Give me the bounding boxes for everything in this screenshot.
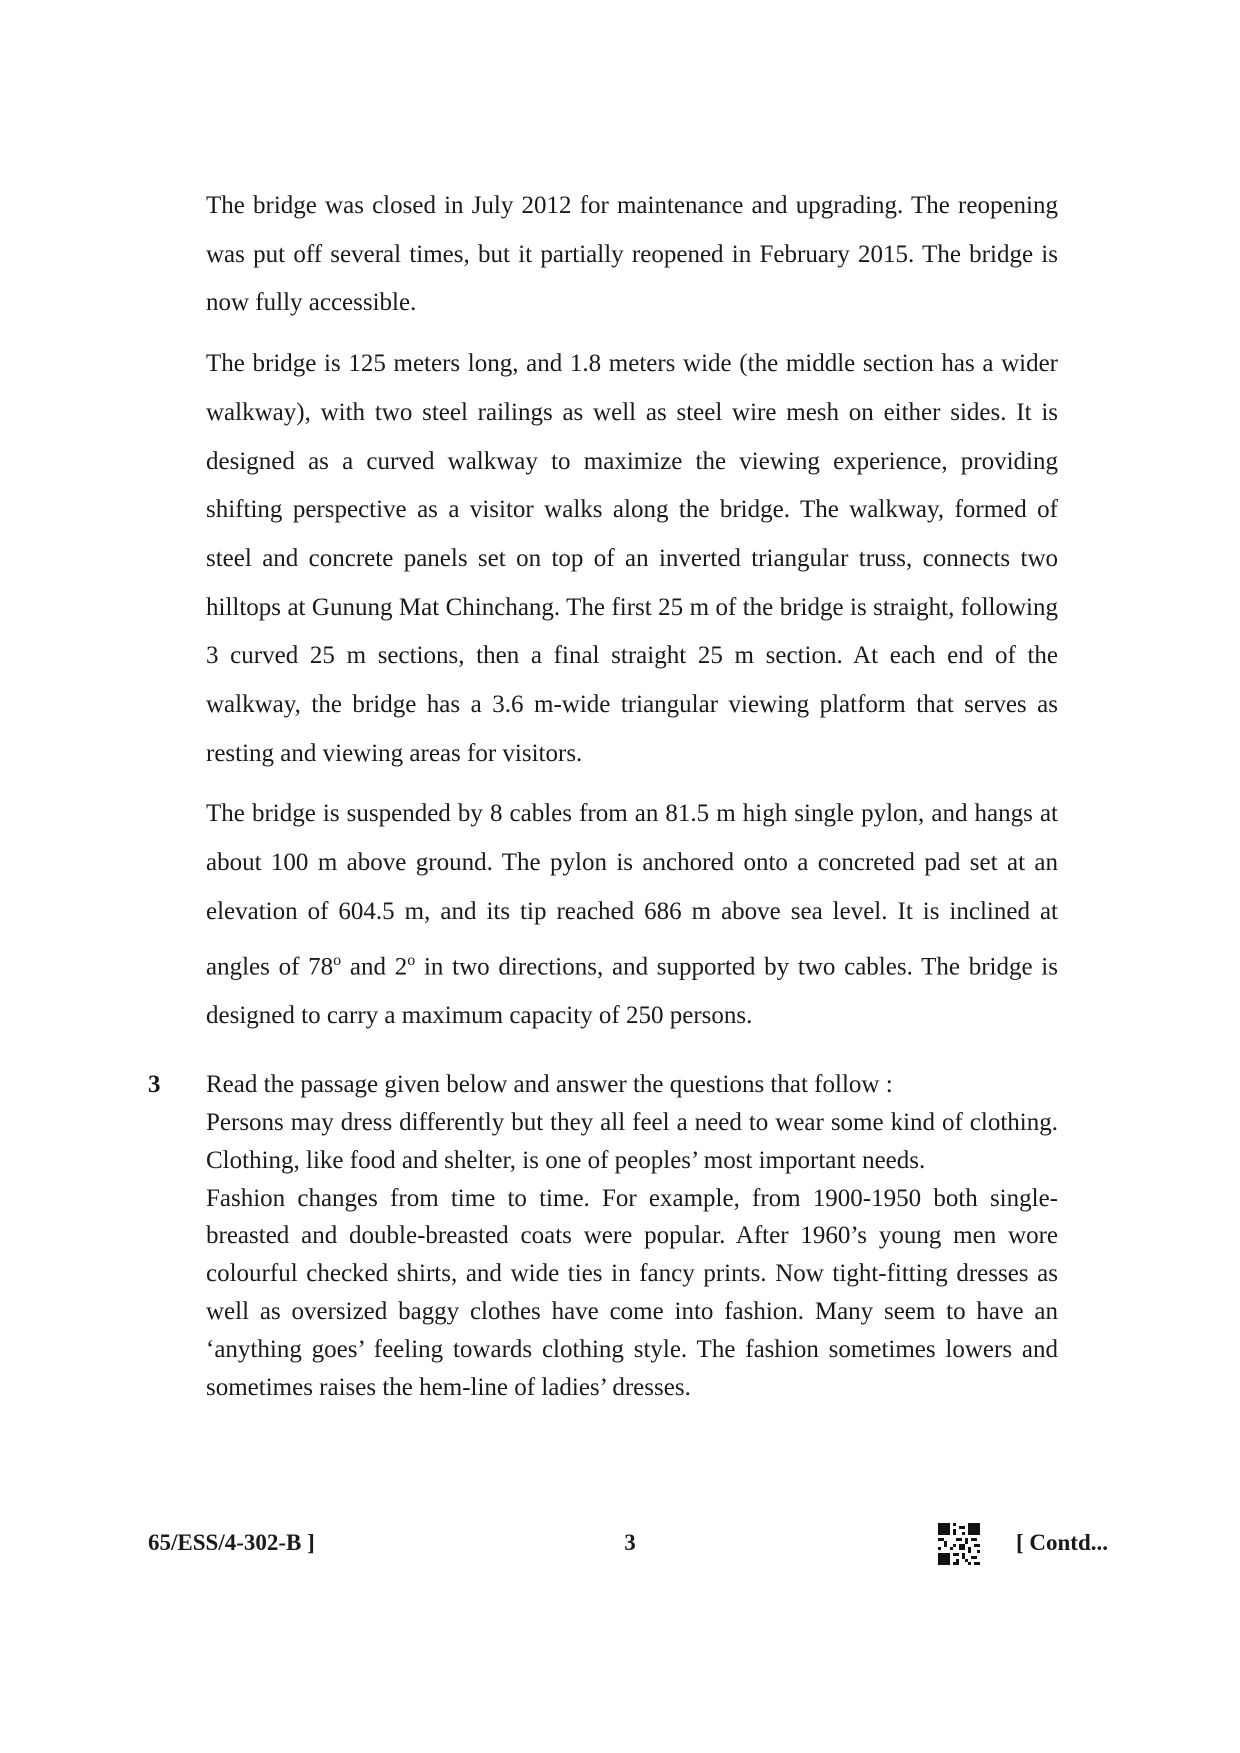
paragraph-3-text-end: in two directions, and supported by two cables. The bridge is designed to carry a maximum capacity of 250 persons. (206, 952, 1058, 1029)
qr-code-icon (938, 1523, 980, 1565)
continued-label: [ Contd... (1016, 1530, 1109, 1555)
question-body (206, 1066, 1058, 1406)
paragraph-3-text-start: The bridge is suspended by 8 cables from an 81.5 m high single pylon, and hangs at about 100 m above ground. The pylon is anchored onto a concreted pad set at an elevation of 604.5 m, and its tip reached 686 m above sea level. It is inclined at angles of (206, 800, 1058, 980)
question-paragraph-2: Fashion changes from time to time. For example, from 1900-1950 both single-breasted and double-breasted coats were popular. After 1960’s young men wore colourful checked shirts, and wide ties in fancy prints. Now tight-fitting dresses as well as oversized baggy clothes have come into fashion. Many seem to have an ‘anything goes’ feeling towards clothing style. The fashion sometimes lowers and sometimes raises the hem-line of ladies’ dresses. (206, 1184, 1058, 1401)
angle-2: 2 (394, 952, 408, 980)
question-number: 3 (148, 1071, 161, 1098)
question-3 (148, 1066, 1058, 1406)
question-prompt: Read the passage given below and answer the questions that follow : (206, 1071, 893, 1098)
passage-paragraph-3 (206, 790, 1058, 1040)
passage-paragraph-2: The bridge is 125 meters long, and 1.8 meters wide (the middle section has a wider walkway), with two steel railings as well as steel wire mesh on either sides. It is designed as a curved walkway to maximize the viewing experience, providing shifting perspective as a visitor walks along the bridge. The walkway, formed of steel and concrete panels set on top of an inverted triangular truss, connects two hilltops at Gunung Mat Chinchang. The first 25 m of the bridge is straight, following 3 curved 25 m sections, then a final straight 25 m section. At each end of the walkway, the bridge has a 3.6 m-wide triangular viewing platform that serves as resting and viewing areas for visitors. (206, 350, 1058, 767)
paper-code: 65/ESS/4-302-B ] (148, 1530, 315, 1555)
degree-sign: o (407, 951, 416, 969)
passage-paragraph-1: The bridge was closed in July 2012 for maintenance and upgrading. The reopening was put off several times, but it partially reopened in February 2015. The bridge is now fully accessible. (206, 192, 1058, 317)
angle-78: 78 (308, 952, 334, 980)
question-paragraph-1: Persons may dress differently but they all feel a need to wear some kind of clothing. Clothing, like food and shelter, is one of peoples’ most important needs. (206, 1109, 1058, 1174)
degree-sign: o (333, 951, 342, 969)
bridge-passage (206, 182, 1058, 1052)
paragraph-3-text-middle: and (341, 952, 395, 980)
page-number: 3 (624, 1530, 636, 1555)
